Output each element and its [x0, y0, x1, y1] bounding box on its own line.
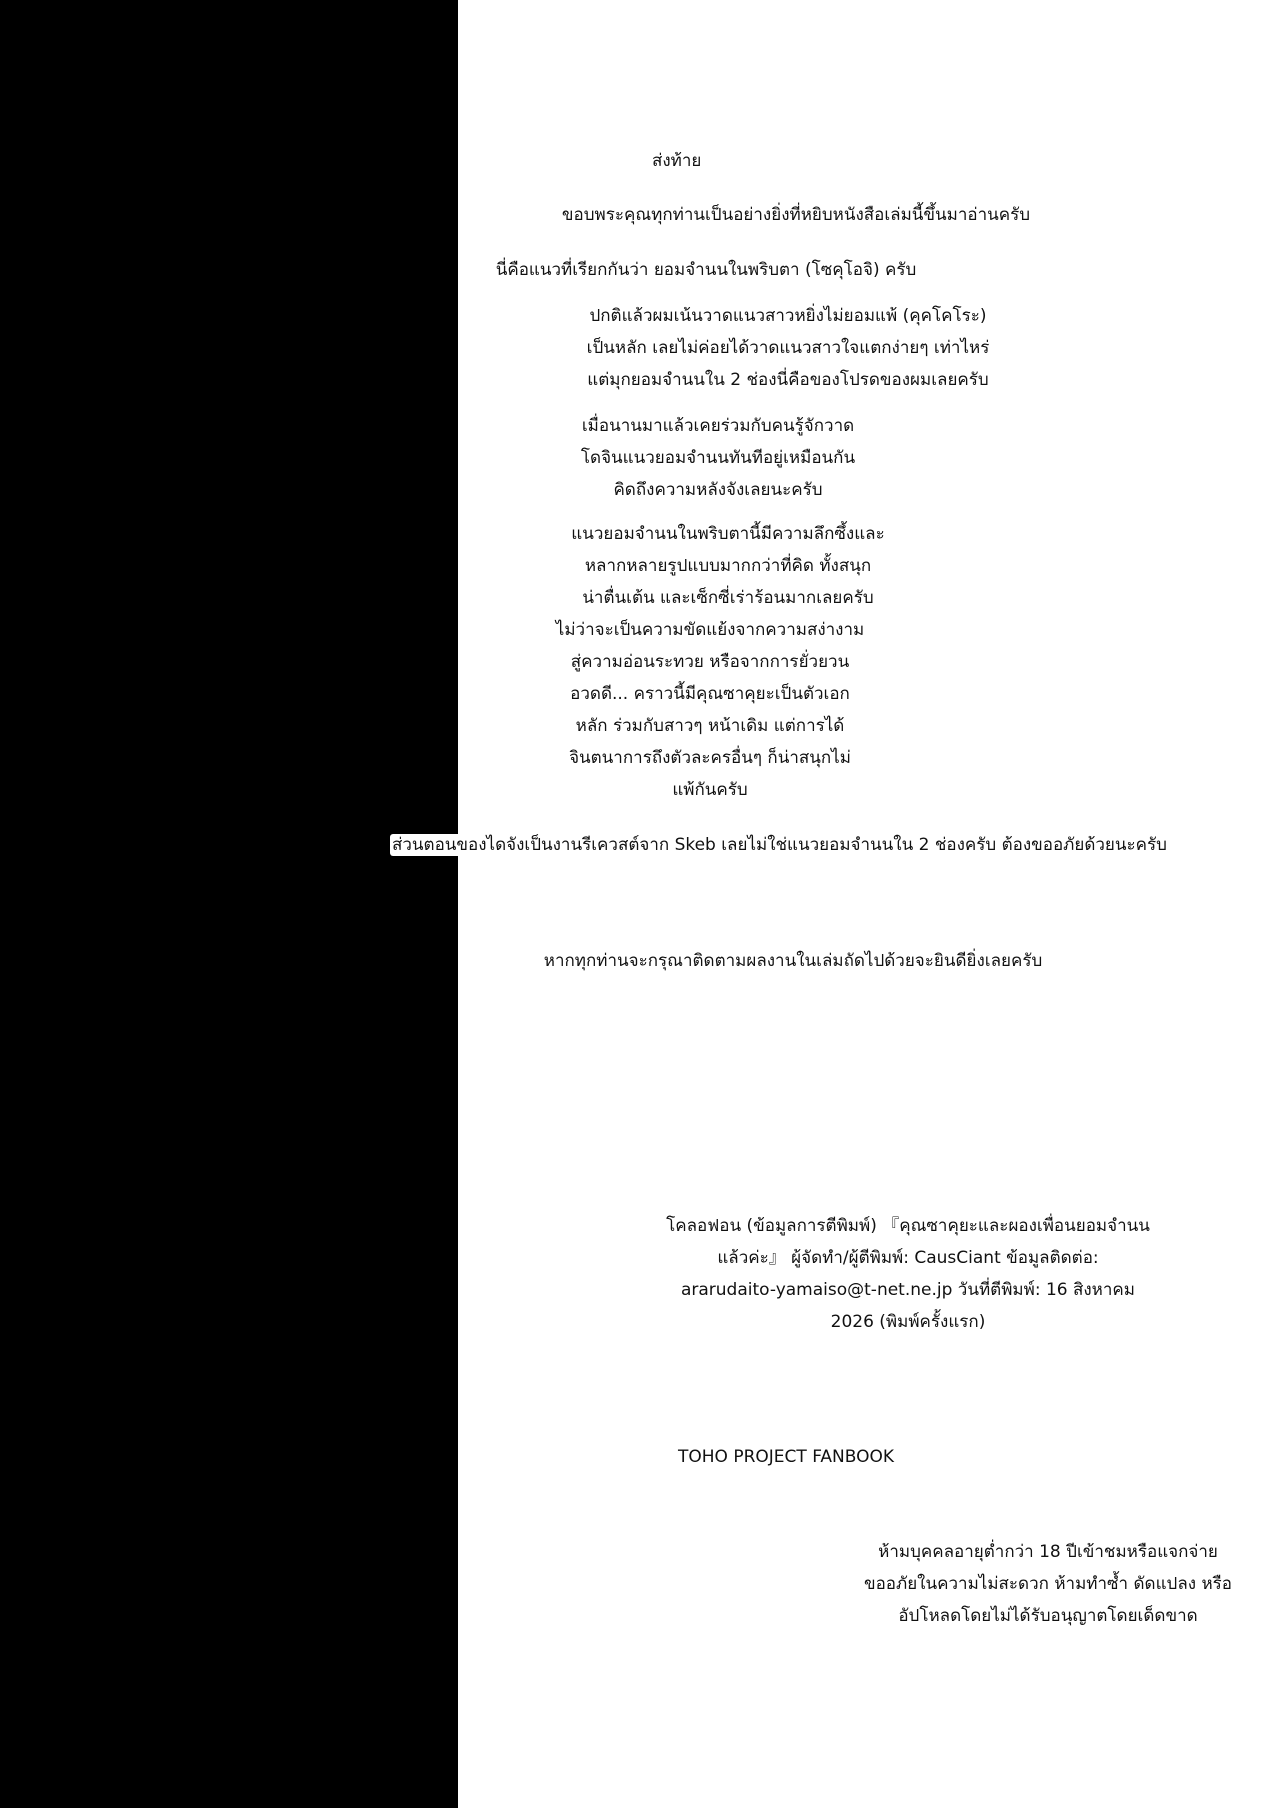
paragraph-1 [538, 300, 1038, 396]
paragraph-4-line: แพ้กันครับ [672, 780, 748, 800]
paragraph-2-line: คิดถึงความหลังจังเลยนะครับ [613, 480, 823, 500]
afterword-note: ส่วนตอนของไดจังเป็นงานรีเควสต์จาก Skeb เลยไม่ใช่แนวยอมจำนนใน 2 ช่องครับ ต้องขออภัยด้วยนะครับ [392, 835, 1167, 855]
colophon-line: โคลอฟอน (ข้อมูลการตีพิมพ์) 『คุณซาคุยะและผองเพื่อนยอมจำนน [666, 1216, 1150, 1236]
afterword-page [458, 0, 1280, 1808]
paragraph-3 [553, 518, 903, 614]
afterword-genre: นี่คือแนวที่เรียกกันว่า ยอมจำนนในพริบตา (โซคุโอจิ) ครับ [495, 260, 917, 280]
age-warning [838, 1536, 1258, 1632]
afterword-heading: ส่งท้าย [652, 151, 702, 171]
paragraph-4-line: ไม่ว่าจะเป็นความขัดแย้งจากความสง่างาม [555, 620, 865, 640]
paragraph-2-line: โดจินแนวยอมจำนนทันทีอยู่เหมือนกัน [580, 448, 856, 468]
afterword-thanks: ขอบพระคุณทุกท่านเป็นอย่างยิ่งที่หยิบหนังสือเล่มนี้ขึ้นมาอ่านครับ [561, 205, 1031, 225]
afterword-closing: หากทุกท่านจะกรุณาติดตามผลงานในเล่มถัดไปด้วยจะยินดียิ่งเลยครับ [543, 951, 1043, 971]
paragraph-3-line: น่าตื่นเต้น และเซ็กซี่เร่าร้อนมากเลยครับ [582, 588, 874, 608]
paragraph-3-line: แนวยอมจำนนในพริบตานี้มีความลึกซึ้งและ [571, 524, 885, 544]
paragraph-4-line: อวดดี... คราวนี้มีคุณซาคุยะเป็นตัวเอก [570, 684, 850, 704]
paragraph-4 [540, 614, 880, 806]
paragraph-2-line: เมื่อนานมาแล้วเคยร่วมกับคนรู้จักวาด [581, 416, 855, 436]
colophon-line: 2026 (พิมพ์ครั้งแรก) [830, 1312, 986, 1332]
paragraph-4-line: สู่ความอ่อนระทวย หรือจากการยั่วยวน [570, 652, 850, 672]
colophon [638, 1210, 1178, 1338]
paragraph-1-line: ปกติแล้วผมเน้นวาดแนวสาวหยิ่งไม่ยอมแพ้ (คุคโคโระ) [589, 306, 987, 326]
paragraph-2 [553, 410, 883, 506]
paragraph-1-line: แต่มุกยอมจำนนใน 2 ช่องนี่คือของโปรดของผมเลยครับ [587, 370, 989, 390]
age-warning-line: ห้ามบุคคลอายุต่ำกว่า 18 ปีเข้าชมหรือแจกจ่าย [878, 1542, 1218, 1562]
black-margin-band [0, 0, 458, 1808]
age-warning-line: อัปโหลดโดยไม่ได้รับอนุญาตโดยเด็ดขาด [898, 1606, 1198, 1626]
colophon-line: แล้วค่ะ』 ผู้จัดทำ/ผู้ตีพิมพ์: CausCiant ข้อมูลติดต่อ: [717, 1248, 1099, 1268]
age-warning-line: ขออภัยในความไม่สะดวก ห้ามทำซ้ำ ดัดแปลง หรือ [863, 1574, 1233, 1594]
paragraph-4-line: จินตนาการถึงตัวละครอื่นๆ ก็น่าสนุกไม่ [569, 748, 851, 768]
paragraph-4-line: หลัก ร่วมกับสาวๆ หน้าเดิม แต่การได้ [575, 716, 845, 736]
paragraph-3-line: หลากหลายรูปแบบมากกว่าที่คิด ทั้งสนุก [584, 556, 872, 576]
colophon-line: ararudaito-yamaiso@t-net.ne.jp วันที่ตีพิมพ์: 16 สิงหาคม [680, 1280, 1136, 1300]
paragraph-1-line: เป็นหลัก เลยไม่ค่อยได้วาดแนวสาวใจแตกง่ายๆ เท่าไหร่ [586, 338, 990, 358]
fanbook-label: TOHO PROJECT FANBOOK [678, 1447, 895, 1467]
